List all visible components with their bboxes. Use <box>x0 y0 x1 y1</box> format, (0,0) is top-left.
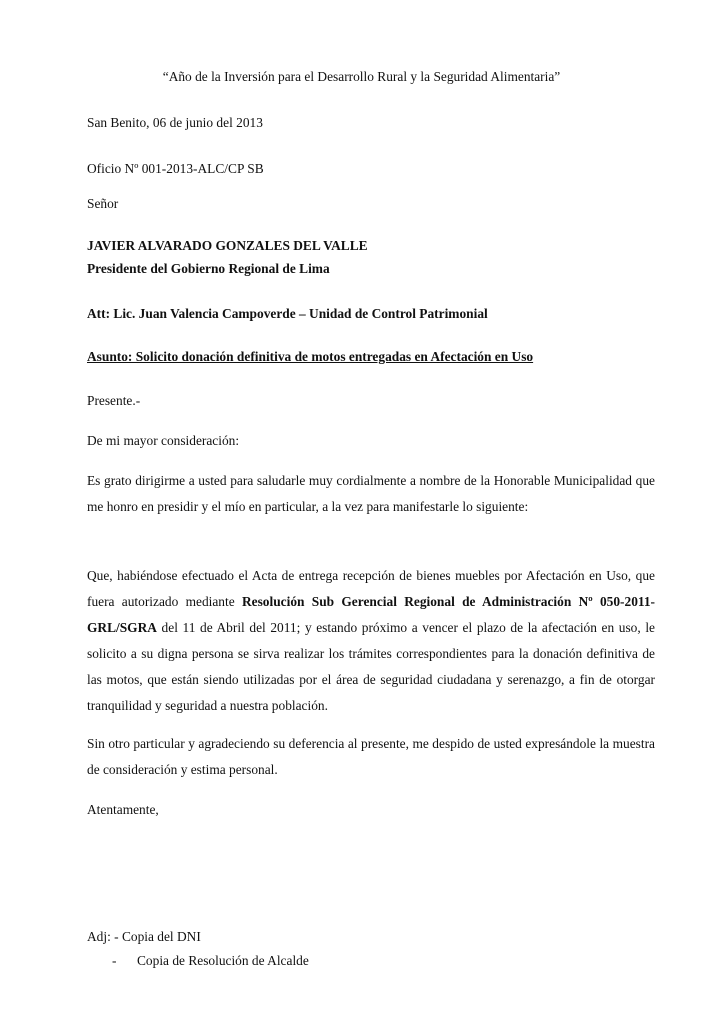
paragraph-request-text-a: Que, habiéndose efectuado el Acta de entrega recepción de bienes muebles por Afectación en Uso, que fuera autorizado mediante <box>87 568 655 609</box>
recipient-position: Presidente del Gobierno Regional de Lima <box>87 261 330 276</box>
reference-number: Oficio Nº 001-2013-ALC/CP SB <box>87 161 264 176</box>
attachment-resolution: Copia de Resolución de Alcalde <box>137 953 309 968</box>
attachment-dni: Adj: - Copia del DNI <box>87 929 201 944</box>
year-motto: “Año de la Inversión para el Desarrollo Rural y la Seguridad Alimentaria” <box>162 69 561 84</box>
recipient-name: JAVIER ALVARADO GONZALES DEL VALLE <box>87 238 368 253</box>
paragraph-intro: Es grato dirigirme a usted para saludarle muy cordialmente a nombre de la Honorable Municipalidad que me honro en presidir y el mío en particular, a la vez para manifestarle lo siguiente: <box>87 473 655 514</box>
paragraph-request <box>87 563 655 719</box>
closing: Atentamente, <box>87 802 159 817</box>
attention-line: Att: Lic. Juan Valencia Campoverde – Unidad de Control Patrimonial <box>87 306 488 321</box>
attachment-bullet: - <box>112 953 117 968</box>
greeting: De mi mayor consideración: <box>87 433 240 448</box>
place-date: San Benito, 06 de junio del 2013 <box>87 115 263 130</box>
paragraph-closing: Sin otro particular y agradeciendo su deferencia al presente, me despido de usted expresándole la muestra de consideración y estima personal. <box>87 736 655 777</box>
resolution-reference: Resolución Sub Gerencial Regional de Administración Nº 050-2011-GRL/SGRA <box>87 594 656 635</box>
salutation-title: Señor <box>87 196 119 211</box>
subject-line: Asunto: Solicito donación definitiva de motos entregadas en Afectación en Uso <box>87 349 534 364</box>
paragraph-request-text-b: del 11 de Abril del 2011; y estando próximo a vencer el plazo de la afectación en uso, le solicito a su digna persona se sirva realizar los trámites correspondientes para la donación definitiva de las motos, que están siendo utilizadas por el área de seguridad ciudadana y serenazgo, a fin de otorgar tranquilidad y seguridad a nuestra población. <box>87 620 655 713</box>
presente: Presente.- <box>87 393 141 408</box>
